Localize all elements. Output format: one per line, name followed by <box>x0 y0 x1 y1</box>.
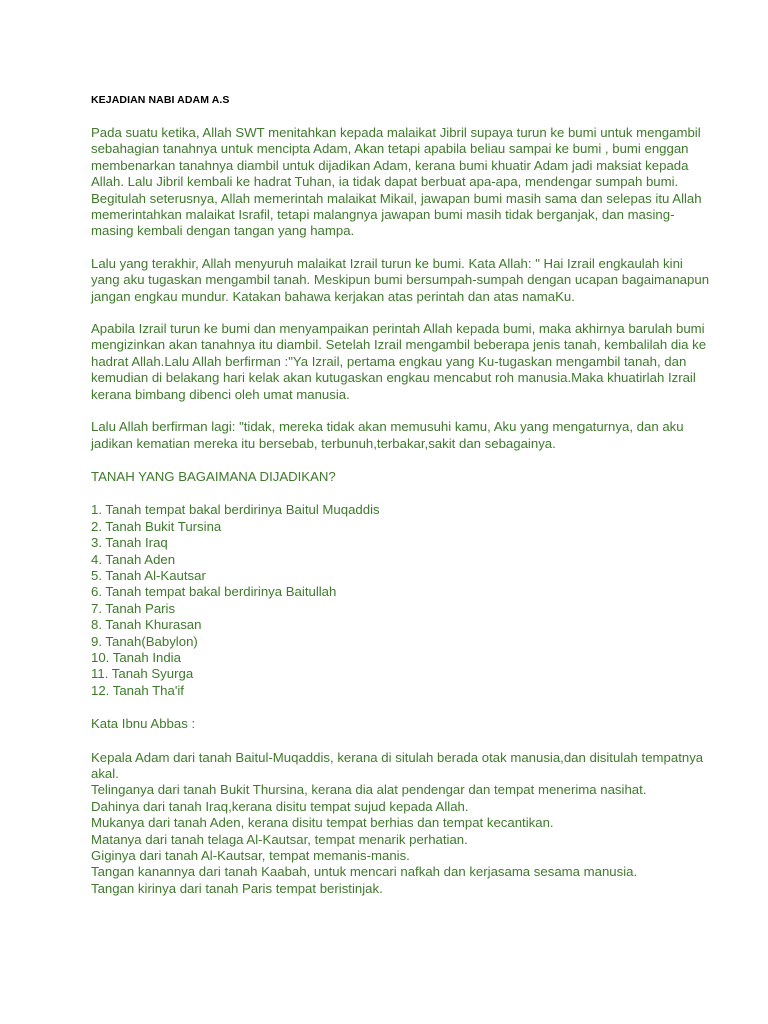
list-item: 1. Tanah tempat bakal berdirinya Baitul Muqaddis <box>91 502 380 518</box>
paragraph-2: Lalu yang terakhir, Allah menyuruh malaikat Izrail turun ke bumi. Kata Allah: " Hai Izrail engkaulah kini yang aku tugaskan mengambil tanah. Meskipun bumi bersumpah-sumpah dengan ucapan bagaimanapun jangan engkau mundur. Katakan bahawa kerjakan atas perintah dan atas namaKu. <box>91 255 710 304</box>
quote-heading: Kata Ibnu Abbas : <box>91 716 196 732</box>
list-item: 8. Tanah Khurasan <box>91 617 202 633</box>
quote-line: Tangan kanannya dari tanah Kaabah, untuk mencari nafkah dan kerjasama sesama manusia. <box>91 864 638 880</box>
list-item: 9. Tanah(Babylon) <box>91 633 198 649</box>
quote-line: Mukanya dari tanah Aden, kerana disitu tempat berhias dan tempat kecantikan. <box>91 815 554 831</box>
quote-line: Matanya dari tanah telaga Al-Kautsar, tempat menarik perhatian. <box>91 831 468 847</box>
list-item: 4. Tanah Aden <box>91 551 176 567</box>
question-heading: TANAH YANG BAGAIMANA DIJADIKAN? <box>91 468 336 484</box>
paragraph-1: Pada suatu ketika, Allah SWT menitahkan kepada malaikat Jibril supaya turun ke bumi untuk mengambil sebahagian tanahnya untuk mencipta Adam, Akan tetapi apabila beliau sampai ke bumi , bumi enggan membenarkan tanahnya diambil untuk dijadikan Adam, kerana bumi khuatir Adam jadi maksiat kepada Allah. Lalu Jibril kembali ke hadrat Tuhan, ia tidak dapat berbuat apa-apa, mendengar sumpah bumi. Begitulah seterusnya, Allah memerintah malaikat Mikail, jawapan bumi masih sama dan selepas itu Allah memerintahkan malaikat Israfil, tetapi malangnya jawapan bumi masih tidak berganjak, dan masing-masing kembali dengan tangan yang hampa. <box>91 125 702 239</box>
quote-line: Giginya dari tanah Al-Kautsar, tempat memanis-manis. <box>91 848 410 864</box>
document-body <box>91 125 711 897</box>
soil-list <box>91 502 711 699</box>
quote-line: Telinganya dari tanah Bukit Thursina, kerana dia alat pendengar dan tempat menerima nasihat. <box>91 782 647 798</box>
list-item: 2. Tanah Bukit Tursina <box>91 518 222 534</box>
list-item: 5. Tanah Al-Kautsar <box>91 567 206 583</box>
document-title: KEJADIAN NABI ADAM A.S <box>91 94 230 106</box>
list-item: 12. Tanah Tha'if <box>91 682 184 698</box>
list-item: 11. Tanah Syurga <box>91 666 194 682</box>
list-item: 10. Tanah India <box>91 649 181 665</box>
quote-line: Dahinya dari tanah Iraq,kerana disitu tempat sujud kepada Allah. <box>91 798 469 814</box>
quote-line: Kepala Adam dari tanah Baitul-Muqaddis, kerana di situlah berada otak manusia,dan disitulah tempatnya akal. <box>91 749 704 781</box>
paragraph-3: Apabila Izrail turun ke bumi dan menyampaikan perintah Allah kepada bumi, maka akhirnya barulah bumi mengizinkan akan tanahnya itu diambil. Setelah Izrail mengambil beberapa jenis tanah, kembalilah dia ke hadrat Allah.Lalu Allah berfirman :"Ya Izrail, pertama engkau yang Ku-tugaskan mengambil tanah, dan kemudian di belakang hari kelak akan kutugaskan engkau mencabut roh manusia.Maka khuatirlah Izrail kerana bimbang dibenci oleh umat manusia. <box>91 321 707 402</box>
quote-line: Tangan kirinya dari tanah Paris tempat beristinjak. <box>91 880 383 896</box>
paragraph-4: Lalu Allah berfirman lagi: "tidak, mereka tidak akan memusuhi kamu, Aku yang mengaturnya, dan aku jadikan kematian mereka itu bersebab, terbunuh,terbakar,sakit dan sebagainya. <box>91 419 684 451</box>
list-item: 6. Tanah tempat bakal berdirinya Baitullah <box>91 584 337 600</box>
list-item: 7. Tanah Paris <box>91 600 176 616</box>
quote-block <box>91 750 711 898</box>
list-item: 3. Tanah Iraq <box>91 535 168 551</box>
